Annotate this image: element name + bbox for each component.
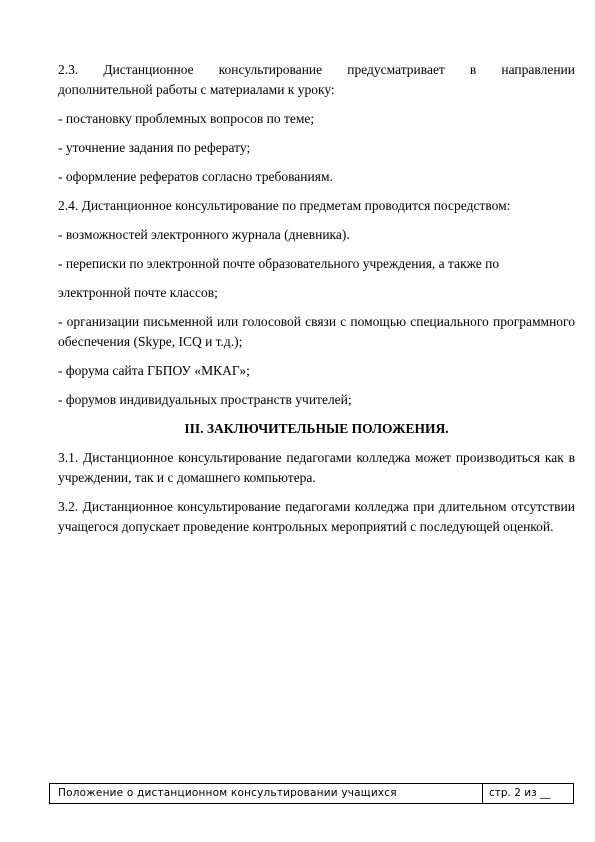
paragraph-2-3 (58, 60, 575, 100)
footer-document-title: Положение о дистанционном консультировании учащихся (50, 784, 483, 803)
paragraph-3-2: 3.2. Дистанционное консультирование педагогами колледжа при длительном отсутствии учащегося допускает проведение контрольных мероприятий с последующей оценкой. (58, 499, 575, 534)
paragraph-3-1: 3.1. Дистанционное консультирование педагогами колледжа может производиться как в учреждении, так и с домашнего компьютера. (58, 450, 575, 485)
list-item: - переписки по электронной почте образовательного учреждения, а также по (58, 256, 500, 271)
list-item: - постановку проблемных вопросов по теме; (58, 111, 315, 126)
paragraph-2-4: 2.4. Дистанционное консультирование по предметам проводится посредством: (58, 198, 511, 213)
section-heading: III. ЗАКЛЮЧИТЕЛЬНЫЕ ПОЛОЖЕНИЯ. (184, 421, 449, 436)
list-item: - форума сайта ГБПОУ «МКАГ»; (58, 363, 250, 378)
list-item-continuation: электронной почте классов; (58, 285, 218, 300)
list-item: - возможностей электронного журнала (дневника). (58, 227, 350, 242)
paragraph-2-3-line-2: дополнительной работы с материалами к уроку: (58, 82, 335, 97)
footer-page-number: стр. 2 из __ (489, 787, 551, 799)
list-item: - организации письменной или голосовой связи с помощью специального программного обеспечения (Skype, ICQ и т.д.); (58, 314, 575, 349)
list-item: - оформление рефератов согласно требованиям. (58, 169, 333, 184)
document-body (58, 60, 575, 546)
list-item: - уточнение задания по реферату; (58, 140, 251, 155)
list-item: - форумов индивидуальных пространств учителей; (58, 392, 352, 407)
page-footer (49, 783, 574, 804)
paragraph-2-3-line-1: 2.3. Дистанционное консультирование предусматривает в направлении (58, 62, 575, 77)
